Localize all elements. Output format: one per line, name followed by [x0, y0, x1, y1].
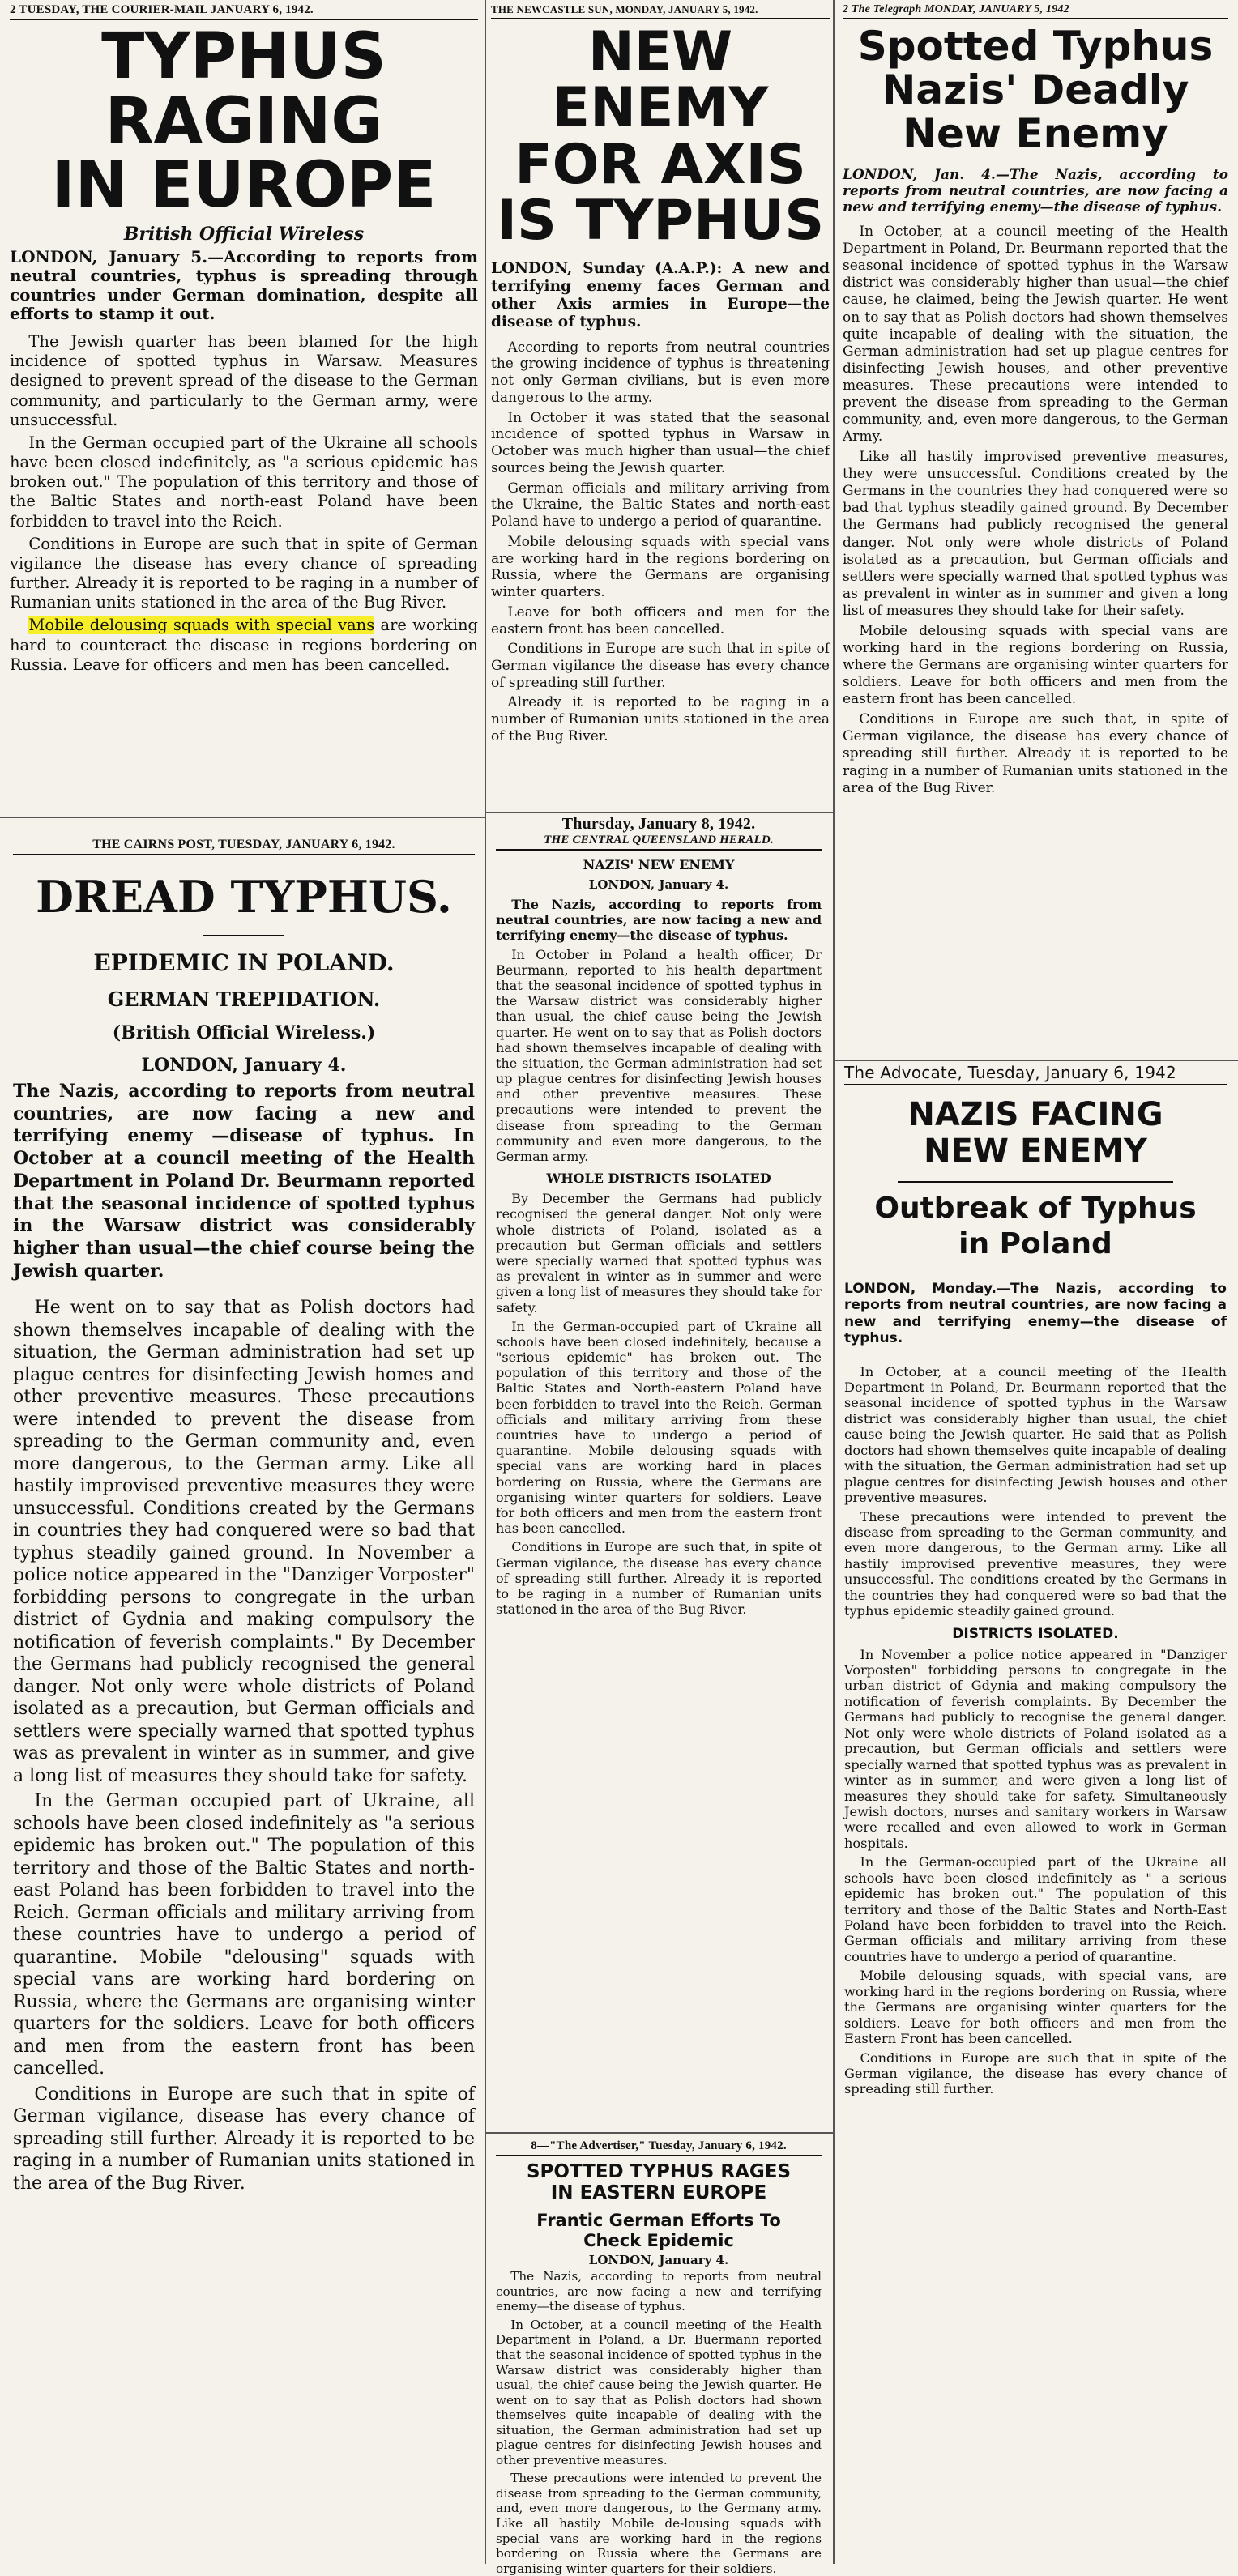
headline: DREAD TYPHUS.: [36, 871, 452, 923]
paragraph: In the German occupied part of the Ukraine all schools have been closed indefinitely, as "a serious epidemic has broken out." The population of this territory and those of the Baltic States and north-east Poland have been forbidden to travel into the Reich.: [10, 433, 478, 531]
paragraph: In November a police notice appeared in "Danziger Vorposten" forbidding persons to congregate in the urban district of Gdynia and making compulsory the notification of feverish complaints. By December the Germans had publicly to recognise the general danger. Not only were whole districts of Poland isolated as a precaution, but German officials and settlers were specially warned that spotted typhus was as prevalent in winter as in summer, and were given a long list of measures they should take for safety. Simultaneously Jewish doctors, nurses and sanitary workers in Warsaw were recalled and even allowed to work in German hospitals.: [844, 1646, 1227, 1851]
lead-paragraph: The Nazis, according to reports from neutral countries, are now facing a new and terrifying enemy —disease of typhus. In October at a council meeting of the Health Department in Poland Dr. Beurmann reported that the seasonal incidence of spotted typhus in the Warsaw district was considerably higher than usual—the chief course being the Jewish quarter.: [13, 1081, 475, 1282]
article-body: [10, 332, 478, 675]
headline-line: IN EASTERN EUROPE: [550, 2182, 767, 2204]
dateline: LONDON, January 4.: [588, 2253, 729, 2268]
paragraph: Mobile delousing squads with special vans are working hard in the regions bordering on Russia, where the Germans are organising winter quarters for soldiers. Leave for both officers and men from the eastern front has been cancelled.: [843, 622, 1228, 708]
paragraph: The Nazis, according to reports from neutral countries, are now facing a new and terrifying enemy—the disease of typhus.: [496, 2269, 822, 2314]
deck-heading: GERMAN TREPIDATION.: [107, 987, 381, 1011]
headline-line: TYPHUS RAGING: [101, 20, 386, 158]
masthead: THE NEWCASTLE SUN, MONDAY, JANUARY 5, 1942.: [491, 3, 758, 15]
article-body: [491, 339, 830, 745]
paragraph: Conditions in Europe are such that in spite of German vigilance the disease has every chance of spreading further. Already it is reported to be raging in a number of Rumanian units stationed in the area of the Bug River.: [10, 534, 478, 612]
paragraph: Conditions in Europe are such that in spite of the German vigilance, the disease has every chance of spreading still further.: [844, 2049, 1227, 2097]
paragraph: In the German-occupied part of Ukraine all schools have been closed indefinitely, because a "serious epidemic" has broken out. The population of this territory and those of the Baltic States and North-eastern Poland have been forbidden to travel into the Reich. German officials and military arriving from these countries have to undergo a period of quarantine. Mobile delousing squads with special vans are working hard in places bordering on Russia, where the Germans are organising winter quarters for soldiers. Leave for both officers and men from the eastern front has been cancelled.: [496, 1318, 822, 1537]
article-body: [13, 1297, 475, 2194]
deck-line: in Poland: [958, 1226, 1112, 1260]
headline-line: FOR AXIS: [514, 132, 806, 197]
clipping-advertiser: [491, 2139, 826, 2576]
paragraph: By December the Germans had publicly recognised the general danger. Not only were whole districts of Poland, isolated as a precaution but German officials and settlers were specially warned that spotted typhus was as prevalent in winter as in summer and were given a long list of measures they should take for safety.: [496, 1191, 822, 1316]
dateline: LONDON, January 4.: [141, 1055, 347, 1076]
headline-rule: [898, 1181, 1173, 1183]
paragraph: Conditions in Europe are such that, in spite of German vigilance, the disease has every chance of spreading still further. Already it is reported to be raging in a number of Rumanian units stationed in the area of the Bug River.: [843, 711, 1228, 796]
headline-rule: [203, 935, 284, 936]
paragraph: Leave for both officers and men for the eastern front has been cancelled.: [491, 603, 830, 638]
paragraph: In October, at a council meeting of the Health Department in Poland, Dr. Beurmann reported that the seasonal incidence of spotted typhus in the Warsaw district was considerably higher than usual, the chief cause being the Jewish quarter. He said that as Polish doctors had shown themselves quite incapable of dealing with the situation, the German administration had set up plague centres for disinfecting Jewish houses and other preventive measures.: [844, 1363, 1227, 1506]
headline: [491, 20, 830, 254]
headline-line: IS TYPHUS: [496, 189, 825, 254]
paragraph: These precautions were intended to prevent the disease from spreading to the German community, and, even more dangerous, to the Germany army. Like all hastily Mobile de-lousing squads with special vans are working hard in the regions bordering on Russia where the Germans are organising winter quarters for their soldiers.: [496, 2471, 822, 2576]
lead-paragraph: LONDON, Sunday (A.A.P.): A new and terrifying enemy faces German and other Axis armies in Europe—the disease of typhus.: [491, 260, 830, 331]
paragraph: Conditions in Europe are such that in spite of German vigilance, disease has every chance of spreading still further. Already it is reported to be raging in a number of Rumanian units stationed in the area of the Bug River.: [13, 2083, 475, 2194]
headline-line: IN EUROPE: [51, 149, 437, 223]
paragraph: [10, 616, 478, 675]
headline-line: NEW ENEMY: [924, 1132, 1147, 1170]
masthead: The Advocate, Tuesday, January 6, 1942: [844, 1063, 1176, 1082]
lead-paragraph: LONDON, Monday.—The Nazis, according to reports from neutral countries, are now facing a new and terrifying enemy—the disease of typhus.: [844, 1281, 1227, 1346]
paragraph: German officials and military arriving from the Ukraine, the Baltic States and north-east Poland have to undergo a period of quarantine.: [491, 480, 830, 531]
headline-line: NEW ENEMY: [552, 20, 769, 141]
paragraph: In October it was stated that the seasonal incidence of spotted typhus in Warsaw in October was much higher than usual—the chief sources being the Jewish quarter.: [491, 409, 830, 476]
clipping-divider: [833, 1060, 1238, 1061]
lead-paragraph: LONDON, Jan. 4.—The Nazis, according to reports from neutral countries, are now facing a new and terrifying enemy—the disease of typhus.: [843, 167, 1228, 216]
paragraph-rest: are working hard to counteract the disease in regions bordering on Russia. Leave for officers and men has been cancelled.: [10, 616, 478, 674]
paragraph: In October, at a council meeting of the Health Department in Poland, a Dr. Buermann reported that the seasonal incidence of spotted typhus in the Warsaw district was considerably higher than usual, the chief cause being the Jewish quarter. He went on to say that as Polish doctors had shown themselves quite incapable of dealing with the situation, the German administration had set up plague centres for disinfecting Jewish houses and other preventive measures.: [496, 2317, 822, 2467]
clipping-courier-mail: [5, 3, 483, 813]
masthead: 2 TUESDAY, THE COURIER-MAIL JANUARY 6, 1942.: [10, 3, 314, 16]
masthead-name: THE CENTRAL QUEENSLAND HERALD.: [544, 834, 774, 847]
clipping-divider: [485, 812, 833, 813]
masthead: 8—"The Advertiser," Tuesday, January 6, 1942.: [531, 2139, 787, 2152]
highlighted-text: Mobile delousing squads with special vans: [28, 616, 375, 635]
deck-line: Frantic German Efforts To: [536, 2210, 781, 2230]
article-body: [496, 2269, 822, 2576]
headline-line: Nazis' Deadly: [882, 66, 1189, 113]
section-heading: WHOLE DISTRICTS ISOLATED: [546, 1171, 771, 1187]
deck-line: Check Epidemic: [583, 2231, 734, 2251]
headline: [844, 1097, 1227, 1170]
clipping-the-advocate: [838, 1063, 1233, 2560]
paragraph: In the German occupied part of Ukraine, all schools have been closed indefinitely as "a serious epidemic has broken out." The population of this territory and those of the Baltic States and north-east Poland has been forbidden to travel into the Reich. German officials and military arriving from these countries have to undergo a period of quarantine. Mobile "delousing" squads with special vans are working hard bordering on Russia, where the Germans are organising winter quarters for the soldiers. Leave for both officers and men from the eastern front has been cancelled.: [13, 1791, 475, 2079]
column-divider: [833, 0, 835, 2564]
paragraph: The Nazis, according to reports from neutral countries, are now facing a new and terrifying enemy—the disease of typhus.: [496, 897, 822, 944]
paragraph: In October in Poland a health officer, Dr Beurmann, reported to his health department that the seasonal incidence of spotted typhus in the Warsaw district was considerably higher than usual, the chief cause being the Jewish quarter. He went on to say that as Polish doctors had shown themselves incapable of dealing with the situation, the German administration had set up plague centres for disinfecting Jewish houses and other preventive measures. These precautions were intended to prevent the disease from spreading to the German community and even more dangerous, to the German army.: [496, 946, 822, 1164]
paragraph: Like all hastily improvised preventive measures, they were unsuccessful. Conditions created by the Germans in the countries they had conquered were so bad that typhus steadily gained ground. By December the Germans had publicly recognised the general danger. Not only were whole districts of Poland isolated as a precaution, but German officials and settlers were specially warned that spotted typhus was as prevalent in winter as in summer and given a long list of measures they should take for their safety.: [843, 449, 1228, 619]
clipping-central-queensland-herald: [491, 815, 826, 2129]
deck: [496, 2211, 822, 2251]
article-body: [844, 1364, 1227, 1619]
section-heading: DISTRICTS ISOLATED.: [952, 1625, 1119, 1642]
article-body: [844, 1647, 1227, 2097]
clipping-divider: [485, 2132, 833, 2134]
masthead: THE CAIRNS POST, TUESDAY, JANUARY 6, 1942.: [92, 838, 395, 851]
paragraph: In the German-occupied part of the Ukraine all schools have been closed indefinitely as " a serious epidemic has broken out." The population of this territory and those of the Baltic States and North-East Poland have been forbidden to travel into the Reich. German officials and military arriving from these countries have to undergo a period of quarantine.: [844, 1854, 1227, 1964]
paragraph: These precautions were intended to prevent the disease from spreading to the German community, and even more dangerous, to the German army. Like all hastily improvised preventive measures, they were unsuccessful. The conditions created by the Germans in the countries they had conquered were so bad that the typhus epidemic steadily gained ground.: [844, 1508, 1227, 1619]
headline: [10, 20, 478, 223]
clipping-newcastle-sun: [486, 3, 835, 813]
paragraph: Conditions in Europe are such that, in spite of German vigilance, the disease has every chance of spreading still further. Already it is reported to be raging in a number of Rumanian units stationed in the area of the Bug River.: [496, 1539, 822, 1618]
headline: NAZIS' NEW ENEMY: [583, 857, 735, 872]
clipping-cairns-post: [5, 838, 483, 2560]
lead-paragraph: LONDON, January 5.—According to reports from neutral countries, typhus is spreading through countries under German domination, despite all efforts to stamp it out.: [10, 246, 478, 324]
dateline: LONDON, January 4.: [588, 877, 729, 892]
clipping-telegraph: [838, 3, 1233, 1058]
headline: [843, 24, 1228, 156]
paragraph: According to reports from neutral countries the growing incidence of typhus is threatening not only German civilians, but is even more dangerous to the army.: [491, 339, 830, 406]
paragraph: Already it is reported to be raging in a number of Rumanian units stationed in the area of the Bug River.: [491, 694, 830, 744]
masthead-date: Thursday, January 8, 1942.: [561, 815, 756, 833]
paragraph: In October, at a council meeting of the Health Department in Poland, Dr. Beurmann reported that the seasonal incidence of spotted typhus in the Warsaw district was considerably higher than usual—the chief cause, he claimed, being the Jewish quarter. He went on to say that as Polish doctors had shown themselves quite incapable of dealing with the situation, the German administration had set up plague centres for disinfecting Jewish houses, and other preventive measures. These precautions were intended to prevent the disease from spreading to the German community, and, even more dangerous, to the German Army.: [843, 224, 1228, 446]
paragraph: Conditions in Europe are such that in spite of German vigilance the disease has every chance of spreading still further.: [491, 641, 830, 691]
clipping-divider: [0, 817, 485, 818]
deck-heading: EPIDEMIC IN POLAND.: [93, 949, 395, 976]
headline-line: New Enemy: [903, 110, 1168, 157]
subhead: British Official Wireless: [123, 223, 365, 245]
article-body: [496, 897, 822, 1164]
headline-line: Spotted Typhus: [857, 23, 1214, 70]
deck-line: Outbreak of Typhus: [874, 1191, 1197, 1225]
headline-line: NAZIS FACING: [907, 1096, 1163, 1133]
paragraph: He went on to say that as Polish doctors had shown themselves incapable of dealing with the situation, the German administration had set up plague centres for disinfecting Jewish homes and other preventive measures. These precautions were intended to prevent the disease from spreading to the German community and, even more dangerous, to the German army. Like all hastily improvised preventive measures they were unsuccessful. Conditions created by the Germans in countries they had conquered were so bad that typhus steadily gained ground. In November a police notice appeared in the "Danziger Vorposter" forbidding persons to congregate in the urban district of Gydnia and making compulsory the notification of feverish complaints." By December the Germans had publicly recognised the general danger. Not only were whole districts of Poland isolated as a precaution, but German officials and settlers were specially warned that spotted typhus was as prevalent in winter as in summer, and give a long list of measures they should take for safety.: [13, 1298, 475, 1786]
paragraph: The Jewish quarter has been blamed for the high incidence of spotted typhus in Warsaw. Measures designed to prevent spread of the disease to the German community, and particularly to the German army, were unsuccessful.: [10, 332, 478, 429]
paragraph: Mobile delousing squads with special vans are working hard in the regions bordering on Russia, where the Germans are organising winter quarters.: [491, 533, 830, 601]
masthead: 2 The Telegraph MONDAY, JANUARY 5, 1942: [843, 3, 1069, 15]
deck: [844, 1191, 1227, 1262]
deck-byline: (British Official Wireless.): [112, 1022, 376, 1043]
headline-line: SPOTTED TYPHUS RAGES: [526, 2161, 792, 2182]
article-body: [496, 1191, 822, 1617]
headline: [496, 2161, 822, 2204]
article-body: [843, 224, 1228, 797]
column-divider: [485, 0, 486, 2564]
paragraph: Mobile delousing squads, with special vans, are working hard in the regions bordering on Russia, where the Germans are organising winter quarters for the soldiers. Leave for both officers and men from the Eastern Front has been cancelled.: [844, 1968, 1227, 2047]
